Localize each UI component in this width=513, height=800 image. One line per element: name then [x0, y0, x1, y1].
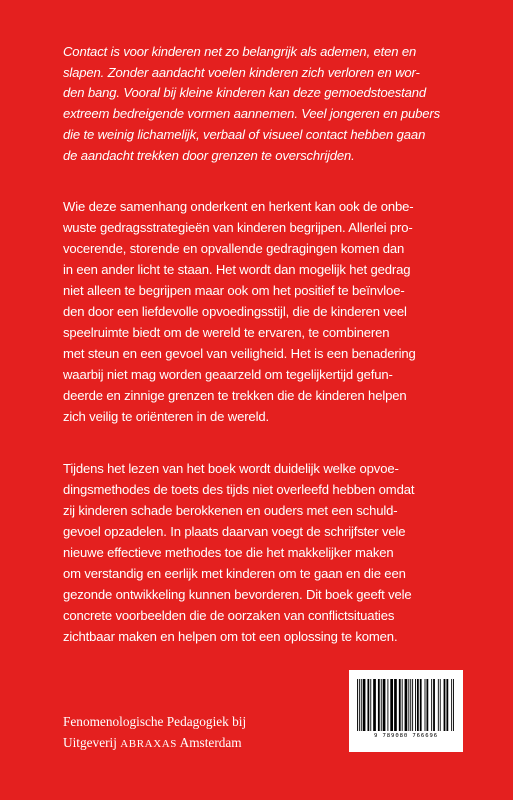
barcode-bar	[408, 679, 409, 731]
intro-line: slapen. Zonder aandacht voelen kinderen zich verloren en wor-	[63, 64, 420, 80]
barcode-bar	[415, 679, 416, 731]
barcode-number: 9 789080 766696	[373, 733, 439, 739]
paragraph-line: dingsmethodes de toets des tijds niet overleefd hebben omdat	[63, 482, 415, 497]
intro-line: de aandacht trekken door grenzen te overschrijden.	[63, 147, 355, 163]
paragraph-line: om verstandig en eerlijk met kinderen om te gaan en die een	[63, 566, 406, 581]
paragraph-line: zij kinderen schade berokkenen en ouders met een schuld-	[63, 503, 398, 518]
barcode-bar	[363, 679, 366, 731]
isbn-barcode	[349, 670, 463, 752]
barcode-bar	[387, 679, 388, 731]
barcode-bar	[446, 679, 448, 731]
barcode-bar	[425, 679, 426, 731]
barcode-bar	[433, 679, 435, 731]
barcode-bar	[359, 679, 360, 731]
publisher-prefix: Uitgeverij	[63, 735, 121, 750]
paragraph-line: concrete voorbeelden die de oorzaken van conflictsituaties	[63, 608, 395, 623]
intro-line: Contact is voor kinderen net zo belangrijk als ademen, eten en	[63, 44, 417, 59]
barcode-bar	[417, 679, 419, 731]
paragraph-line: gezonde ontwikkeling kunnen bevorderen. Dit boek geeft vele	[63, 587, 412, 602]
barcode-bar	[412, 679, 413, 731]
paragraph-line: Wie deze samenhang onderkent en herkent kan ook de onbe-	[63, 199, 414, 214]
barcode-bar	[444, 679, 446, 731]
paragraph-line: in een ander licht te staan. Het wordt dan mogelijk het gedrag	[63, 262, 411, 277]
paragraph-line: nieuwe effectieve methodes toe die het makkelijker maken	[63, 545, 394, 560]
barcode-bar	[431, 679, 432, 731]
body-paragraph-1	[63, 196, 458, 427]
paragraph-line: waarbij niet mag worden geaarzeld om tegelijkertijd gefun-	[63, 367, 393, 382]
paragraph-line: Tijdens het lezen van het boek wordt duidelijk welke opvoe-	[63, 461, 399, 476]
barcode-bar	[370, 679, 371, 731]
intro-line: die te weinig lichamelijk, verbaal of visueel contact hebben gaan	[63, 126, 426, 142]
barcode-bar	[357, 679, 358, 731]
paragraph-line: gevoel opzadelen. In plaats daarvan voegt de schrijfster vele	[63, 524, 406, 539]
intro-line: den bang. Vooral bij kleine kinderen kan deze gemoedstoestand	[63, 85, 427, 101]
barcode-bar	[390, 679, 393, 731]
barcode-bar	[438, 679, 439, 731]
barcode-bar	[426, 679, 428, 731]
barcode-bar	[378, 679, 380, 731]
paragraph-line: deerde en zinnige grenzen te trekken die de kinderen helpen	[63, 388, 407, 403]
barcode-bar	[367, 679, 369, 731]
intro-line: extreem bedreigende vormen aannemen. Veel jongeren en pubers	[63, 106, 441, 122]
barcode-bar	[402, 679, 403, 731]
paragraph-line: den door een liefdevolle opvoedingsstijl, die de kinderen veel	[63, 304, 407, 319]
barcode-bar	[440, 679, 441, 731]
body-paragraph-2	[63, 458, 458, 647]
barcode-bar	[383, 679, 386, 731]
barcode-bar	[410, 679, 411, 731]
intro-italic-paragraph	[63, 42, 458, 166]
ean-barcode-icon	[357, 679, 455, 731]
paragraph-line: vocerende, storende en opvallende gedragingen komen dan	[63, 241, 405, 256]
paragraph-line: niet alleen te begrijpen maar ook om het positief te beïnvloe-	[63, 283, 405, 298]
paragraph-line: wuste gedragsstrategieën van kinderen begrijpen. Allerlei pro-	[63, 220, 413, 235]
series-name: Fenomenologische Pedagogiek bij	[63, 714, 247, 729]
barcode-bar	[361, 679, 362, 731]
paragraph-line: zich veilig te oriënteren in de wereld.	[63, 409, 269, 424]
barcode-bar	[394, 679, 397, 731]
barcode-bar	[420, 679, 422, 731]
barcode-bar	[381, 679, 382, 731]
publisher-city: Amsterdam	[177, 735, 242, 750]
barcode-bar	[405, 679, 408, 731]
barcode-bar	[451, 679, 452, 731]
paragraph-line: met steun en een gevoel van veiligheid. Het is een benadering	[63, 346, 416, 361]
paragraph-line: speelruimte biedt om de wereld te ervaren, te combineren	[63, 325, 390, 340]
barcode-bar	[453, 679, 454, 731]
publisher-imprint	[63, 711, 343, 755]
publisher-line	[63, 732, 343, 755]
publisher-name: ABRAXAS	[120, 738, 178, 750]
barcode-bar	[399, 679, 401, 731]
paragraph-line: zichtbaar maken en helpen om tot een oplossing te komen.	[63, 629, 398, 644]
barcode-bar	[373, 679, 376, 731]
